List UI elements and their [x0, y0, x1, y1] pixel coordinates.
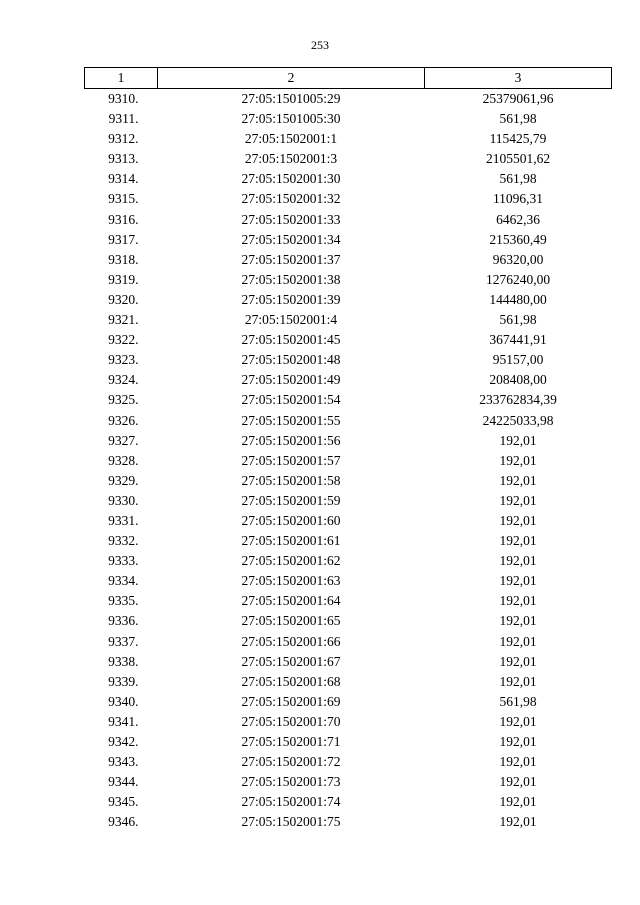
table-header-row: [85, 68, 612, 89]
cadastral-number-cell: 27:05:1502001:57: [241, 452, 341, 468]
table-row: [85, 390, 612, 410]
cadastral-value-cell: 1276240,00: [485, 271, 551, 287]
row-number-cell: 9331.: [108, 512, 139, 528]
row-number-cell: 9343.: [108, 754, 139, 770]
table-row: [85, 712, 612, 732]
table-row: [85, 591, 612, 611]
table-row: [85, 692, 612, 712]
row-number-cell: 9341.: [108, 713, 139, 729]
table-row: [85, 411, 612, 431]
table-row: [85, 250, 612, 270]
cadastral-number-cell: 27:05:1502001:68: [241, 673, 341, 689]
cadastral-value-cell: 561,98: [499, 693, 537, 709]
cadastral-number-cell: 27:05:1502001:71: [241, 734, 341, 749]
row-number-cell: 9312.: [108, 131, 139, 147]
cadastral-number-cell: 27:05:1501005:30: [241, 111, 341, 127]
cadastral-value-cell: 11096,31: [492, 191, 544, 207]
row-number-cell: 9321.: [108, 312, 139, 328]
page-number: 253: [311, 38, 329, 52]
cadastral-value-cell: 25379061,96: [482, 91, 554, 106]
cadastral-number-cell: 27:05:1502001:58: [241, 472, 341, 488]
cadastral-value-cell: 192,01: [499, 814, 537, 830]
cadastral-number-cell: 27:05:1502001:54: [241, 392, 341, 408]
cadastral-value-cell: 144480,00: [489, 291, 547, 307]
cadastral-value-cell: 192,01: [499, 653, 537, 669]
table-row: [85, 571, 612, 591]
cadastral-value-cell: 208408,00: [489, 372, 547, 388]
column-header-1: 1: [85, 68, 158, 89]
cadastral-number-cell: 27:05:1501005:29: [241, 91, 341, 106]
table-row: [85, 451, 612, 471]
table-row: [85, 129, 612, 149]
cadastral-value-cell: 192,01: [499, 734, 537, 749]
cadastral-value-cell: 192,01: [499, 452, 537, 468]
row-number-cell: 9324.: [108, 372, 139, 388]
cadastral-number-cell: 27:05:1502001:64: [241, 593, 341, 609]
cadastral-number-cell: 27:05:1502001:65: [241, 613, 341, 629]
cadastral-number-cell: 27:05:1502001:39: [241, 291, 341, 307]
row-number-cell: 9319.: [108, 271, 139, 287]
row-number-cell: 9329.: [108, 472, 139, 488]
cadastral-value-cell: 192,01: [499, 713, 537, 729]
row-number-cell: 9332.: [108, 533, 139, 549]
row-number-cell: 9334.: [108, 573, 139, 589]
table-row: [85, 230, 612, 250]
row-number-cell: 9323.: [108, 352, 139, 368]
cadastral-number-cell: 27:05:1502001:55: [241, 412, 341, 428]
table-row: [85, 310, 612, 330]
row-number-cell: 9327.: [108, 432, 139, 448]
table-row: [85, 732, 612, 752]
row-number-cell: 9340.: [108, 693, 139, 709]
cadastral-value-cell: 192,01: [499, 633, 537, 649]
table-row: [85, 551, 612, 571]
cadastral-value-cell: 95157,00: [492, 352, 544, 368]
row-number-cell: 9345.: [108, 794, 139, 810]
row-number-cell: 9344.: [108, 774, 139, 790]
cadastral-number-cell: 27:05:1502001:37: [241, 251, 341, 267]
cadastral-number-cell: 27:05:1502001:73: [241, 774, 341, 790]
cadastral-number-cell: 27:05:1502001:34: [241, 231, 341, 247]
table-row: [85, 611, 612, 631]
row-number-cell: 9325.: [108, 392, 139, 408]
row-number-cell: 9318.: [108, 251, 139, 267]
cadastral-value-cell: 96320,00: [492, 251, 544, 267]
row-number-cell: 9346.: [108, 814, 139, 830]
cadastral-value-cell: 192,01: [499, 774, 537, 790]
cadastral-value-cell: 192,01: [499, 794, 537, 810]
cadastral-value-table: [84, 67, 612, 832]
table-row: [85, 632, 612, 652]
cadastral-value-cell: 192,01: [499, 432, 537, 448]
cadastral-number-cell: 27:05:1502001:75: [241, 814, 341, 830]
row-number-cell: 9313.: [108, 151, 139, 167]
cadastral-number-cell: 27:05:1502001:38: [241, 271, 341, 287]
table-row: [85, 189, 612, 209]
table-row: [85, 752, 612, 772]
table-row: [85, 210, 612, 230]
table-row: [85, 109, 612, 129]
row-number-cell: 9310.: [108, 91, 139, 106]
cadastral-value-cell: 192,01: [499, 492, 537, 508]
cadastral-number-cell: 27:05:1502001:59: [241, 492, 341, 508]
table-row: [85, 330, 612, 350]
cadastral-number-cell: 27:05:1502001:66: [241, 633, 341, 649]
cadastral-number-cell: 27:05:1502001:49: [241, 372, 341, 388]
cadastral-number-cell: 27:05:1502001:63: [241, 573, 341, 589]
cadastral-value-cell: 192,01: [499, 613, 537, 629]
table-row: [85, 652, 612, 672]
table-row: [85, 792, 612, 812]
cadastral-value-cell: 215360,49: [489, 231, 547, 247]
cadastral-number-cell: 27:05:1502001:70: [241, 713, 341, 729]
cadastral-value-cell: 115425,79: [489, 131, 547, 147]
cadastral-value-cell: 561,98: [499, 111, 537, 127]
row-number-cell: 9339.: [108, 673, 139, 689]
cadastral-value-cell: 192,01: [499, 512, 537, 528]
cadastral-value-cell: 233762834,39: [479, 392, 557, 408]
column-header-2: 2: [158, 68, 425, 89]
cadastral-number-cell: 27:05:1502001:61: [241, 533, 341, 549]
row-number-cell: 9314.: [108, 171, 139, 187]
cadastral-value-cell: 192,01: [499, 593, 537, 609]
cadastral-number-cell: 27:05:1502001:33: [241, 211, 341, 227]
cadastral-value-cell: 561,98: [499, 171, 537, 187]
cadastral-number-cell: 27:05:1502001:32: [241, 191, 341, 207]
cadastral-number-cell: 27:05:1502001:3: [244, 151, 338, 167]
column-header-3: 3: [425, 68, 612, 89]
cadastral-number-cell: 27:05:1502001:45: [241, 332, 341, 348]
cadastral-value-cell: 561,98: [499, 312, 537, 328]
cadastral-value-cell: 24225033,98: [482, 412, 554, 428]
cadastral-number-cell: 27:05:1502001:56: [241, 432, 341, 448]
cadastral-number-cell: 27:05:1502001:74: [241, 794, 341, 810]
cadastral-number-cell: 27:05:1502001:1: [244, 131, 338, 147]
row-number-cell: 9317.: [108, 231, 139, 247]
row-number-cell: 9338.: [108, 653, 139, 669]
row-number-cell: 9322.: [108, 332, 139, 348]
row-number-cell: 9336.: [108, 613, 139, 629]
cadastral-value-cell: 367441,91: [489, 332, 547, 348]
row-number-cell: 9326.: [108, 412, 139, 428]
row-number-cell: 9328.: [108, 452, 139, 468]
cadastral-number-cell: 27:05:1502001:72: [241, 754, 341, 770]
cadastral-number-cell: 27:05:1502001:48: [241, 352, 341, 368]
table-row: [85, 169, 612, 189]
cadastral-value-cell: 192,01: [499, 573, 537, 589]
table-row: [85, 370, 612, 390]
row-number-cell: 9320.: [108, 291, 139, 307]
cadastral-value-cell: 192,01: [499, 533, 537, 549]
table-row: [85, 812, 612, 832]
cadastral-value-cell: 6462,36: [496, 211, 540, 227]
cadastral-number-cell: 27:05:1502001:69: [241, 693, 341, 709]
table-row: [85, 89, 612, 110]
cadastral-number-cell: 27:05:1502001:30: [241, 171, 341, 187]
table-row: [85, 471, 612, 491]
row-number-cell: 9330.: [108, 492, 139, 508]
table-row: [85, 491, 612, 511]
cadastral-number-cell: 27:05:1502001:4: [244, 312, 338, 328]
row-number-cell: 9337.: [108, 633, 139, 649]
cadastral-value-cell: 192,01: [499, 553, 537, 569]
table-row: [85, 270, 612, 290]
table-row: [85, 290, 612, 310]
table-row: [85, 149, 612, 169]
cadastral-number-cell: 27:05:1502001:62: [241, 553, 341, 569]
cadastral-value-cell: 2105501,62: [485, 151, 551, 167]
cadastral-value-cell: 192,01: [499, 754, 537, 770]
table-row: [85, 531, 612, 551]
cadastral-value-cell: 192,01: [499, 472, 537, 488]
table-row: [85, 672, 612, 692]
table-body: [85, 89, 612, 833]
row-number-cell: 9342.: [108, 734, 139, 749]
cadastral-number-cell: 27:05:1502001:67: [241, 653, 341, 669]
table-row: [85, 511, 612, 531]
row-number-cell: 9315.: [108, 191, 139, 207]
table-row: [85, 431, 612, 451]
row-number-cell: 9333.: [108, 553, 139, 569]
row-number-cell: 9335.: [108, 593, 139, 609]
cadastral-value-cell: 192,01: [499, 673, 537, 689]
table-row: [85, 350, 612, 370]
row-number-cell: 9316.: [108, 211, 139, 227]
table-row: [85, 772, 612, 792]
cadastral-number-cell: 27:05:1502001:60: [241, 512, 341, 528]
row-number-cell: 9311.: [108, 111, 139, 127]
